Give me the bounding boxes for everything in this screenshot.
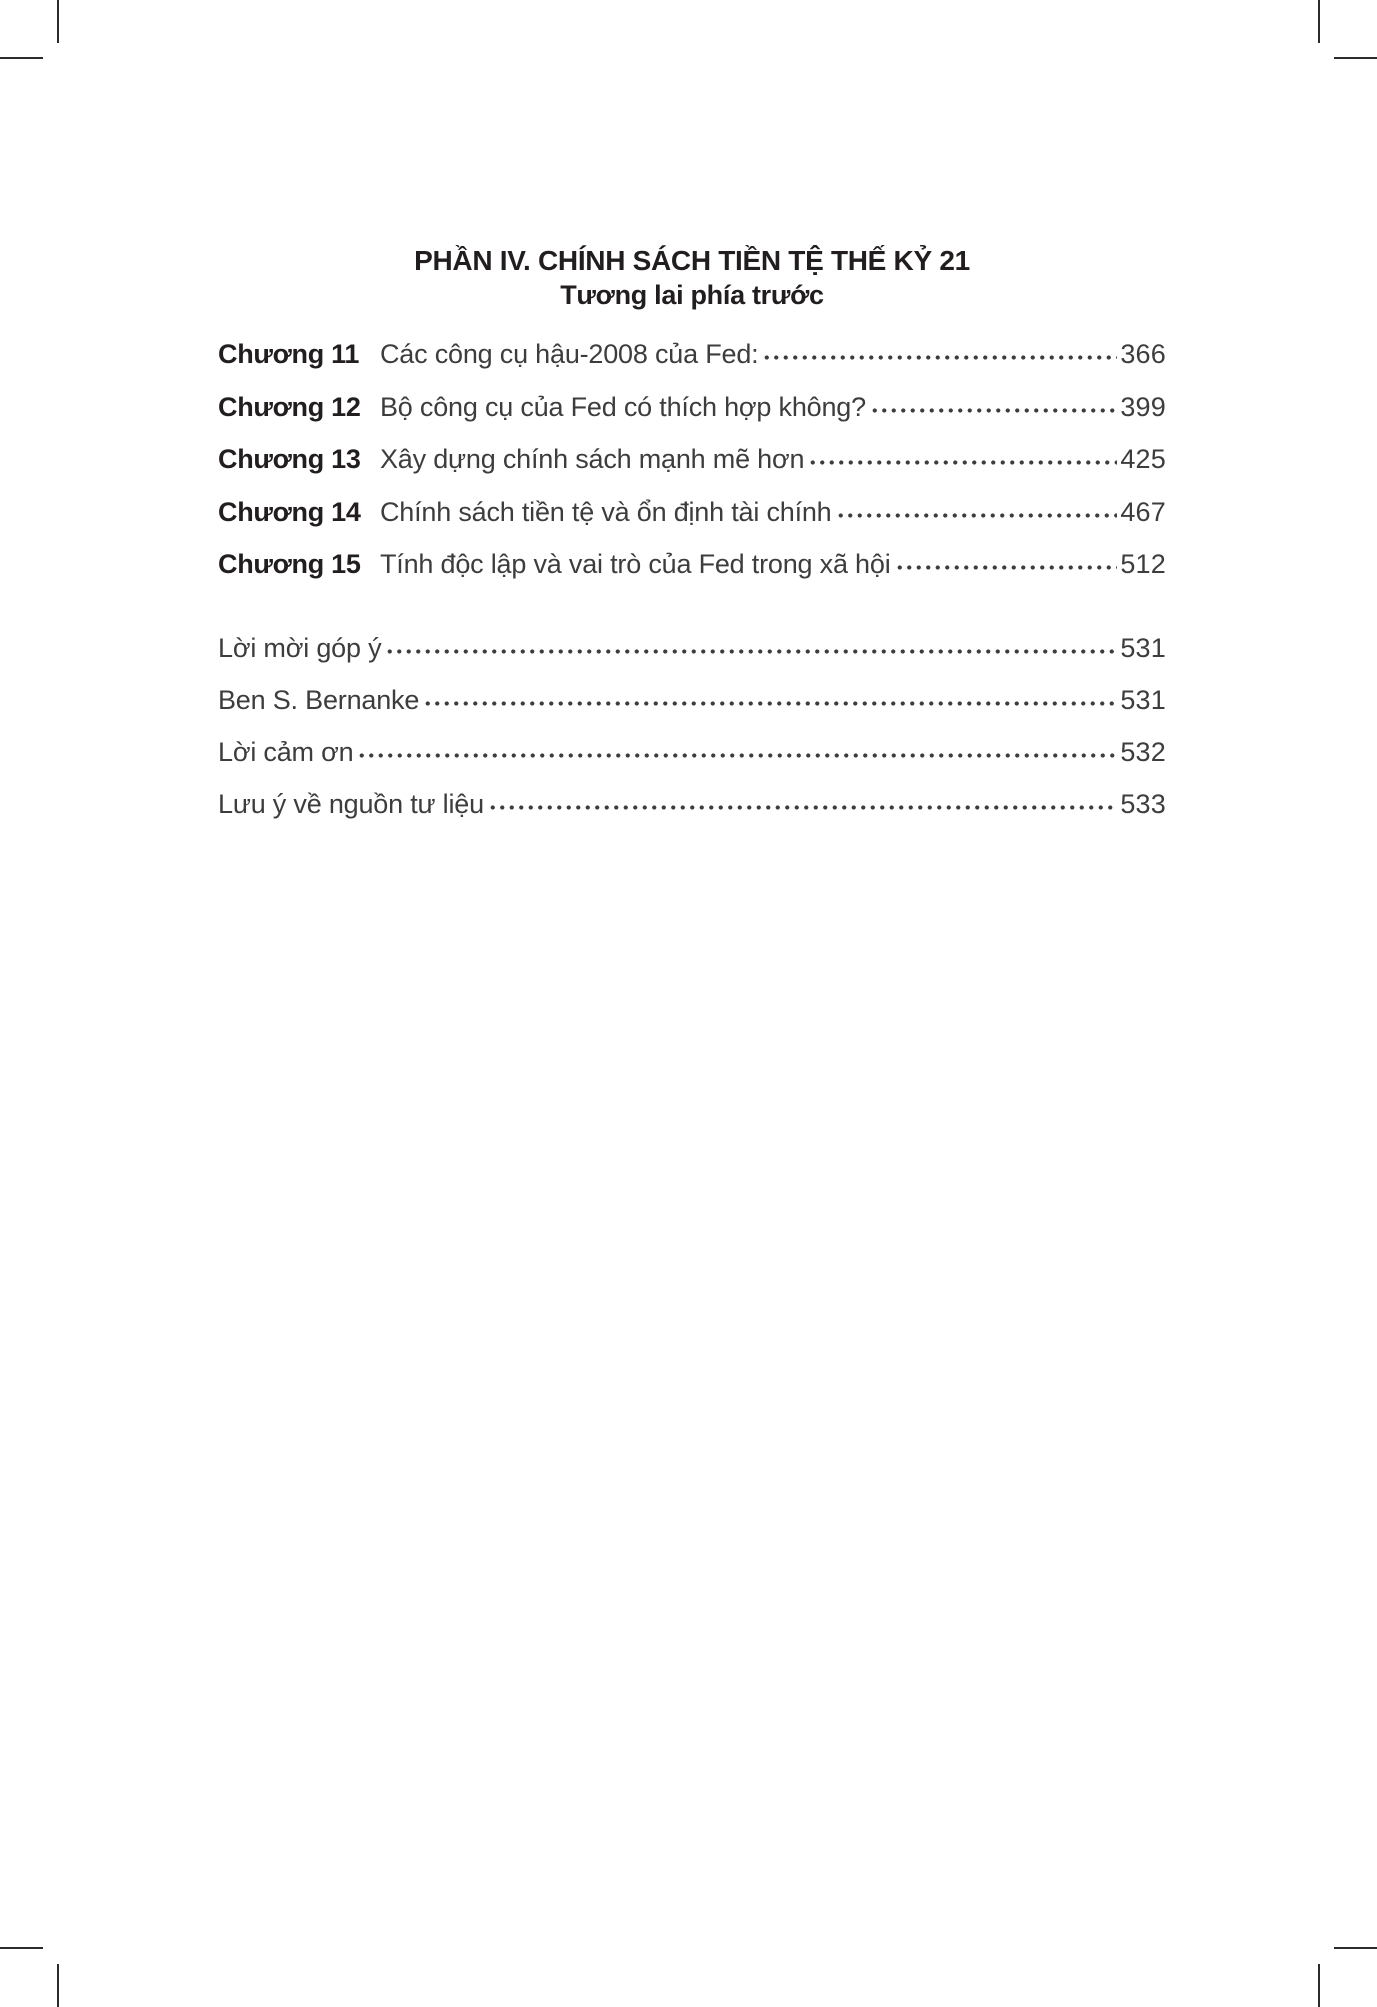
chapter-label: Chương 15 (218, 549, 361, 579)
crop-mark-bottom-left-horizontal (0, 1947, 43, 1949)
page-number: 399 (1120, 391, 1166, 422)
section-subtitle: Tương lai phía trước (560, 280, 824, 310)
toc-entry-chapter-13 (218, 444, 1166, 497)
dot-leader (423, 700, 1117, 709)
crop-mark-top-right-horizontal (1334, 57, 1377, 59)
chapter-title: Tính độc lập và vai trò của Fed trong xã hội (380, 549, 891, 579)
toc-entry-chapter-15 (218, 549, 1166, 602)
backmatter-list (218, 633, 1166, 841)
dot-leader (762, 354, 1117, 363)
dot-leader (385, 648, 1117, 657)
toc-content (218, 243, 1166, 841)
crop-mark-top-right-vertical (1318, 0, 1320, 43)
toc-entry-chapter-11 (218, 339, 1166, 392)
crop-mark-bottom-right-vertical (1318, 1964, 1320, 2007)
toc-entry-chapter-14 (218, 497, 1166, 550)
toc-entry-author-signature (218, 685, 1166, 737)
page-number: 467 (1120, 496, 1166, 527)
chapter-title: Xây dựng chính sách mạnh mẽ hơn (380, 444, 805, 474)
page-number: 531 (1120, 632, 1166, 663)
toc-entry-feedback-invitation (218, 633, 1166, 685)
backmatter-title: Ben S. Bernanke (218, 684, 420, 715)
dot-leader (895, 564, 1118, 573)
section-header (218, 243, 1166, 312)
page-number: 533 (1120, 788, 1166, 819)
dot-leader (357, 752, 1117, 761)
chapter-label: Chương 12 (218, 391, 361, 422)
chapter-list (218, 339, 1166, 602)
toc-entry-sources-note (218, 789, 1166, 841)
dot-leader (808, 459, 1117, 468)
crop-mark-top-left-vertical (57, 0, 59, 43)
chapter-title: Bộ công cụ của Fed có thích hợp không? (380, 391, 866, 422)
page-number: 532 (1120, 736, 1166, 767)
backmatter-title: Lời mời góp ý (218, 632, 382, 663)
backmatter-title: Lời cảm ơn (218, 736, 354, 767)
section-title: PHẦN IV. CHÍNH SÁCH TIỀN TỆ THẾ KỶ 21 (414, 245, 970, 276)
page-number: 512 (1120, 549, 1166, 579)
dot-leader (488, 804, 1117, 813)
crop-mark-bottom-right-horizontal (1334, 1947, 1377, 1949)
dot-leader (870, 407, 1117, 416)
crop-mark-top-left-horizontal (0, 57, 43, 59)
backmatter-title: Lưu ý về nguồn tư liệu (218, 788, 484, 819)
chapter-title: Chính sách tiền tệ và ổn định tài chính (380, 496, 832, 527)
chapter-label: Chương 11 (218, 339, 360, 369)
toc-entry-acknowledgements (218, 737, 1166, 789)
toc-entry-chapter-12 (218, 392, 1166, 445)
dot-leader (836, 512, 1118, 521)
chapter-title: Các công cụ hậu-2008 của Fed: (380, 339, 759, 369)
page-number: 366 (1120, 339, 1166, 369)
chapter-label: Chương 13 (218, 444, 361, 474)
page-number: 531 (1120, 684, 1166, 715)
chapter-label: Chương 14 (218, 496, 361, 527)
crop-mark-bottom-left-vertical (57, 1964, 59, 2007)
page-number: 425 (1120, 444, 1166, 474)
